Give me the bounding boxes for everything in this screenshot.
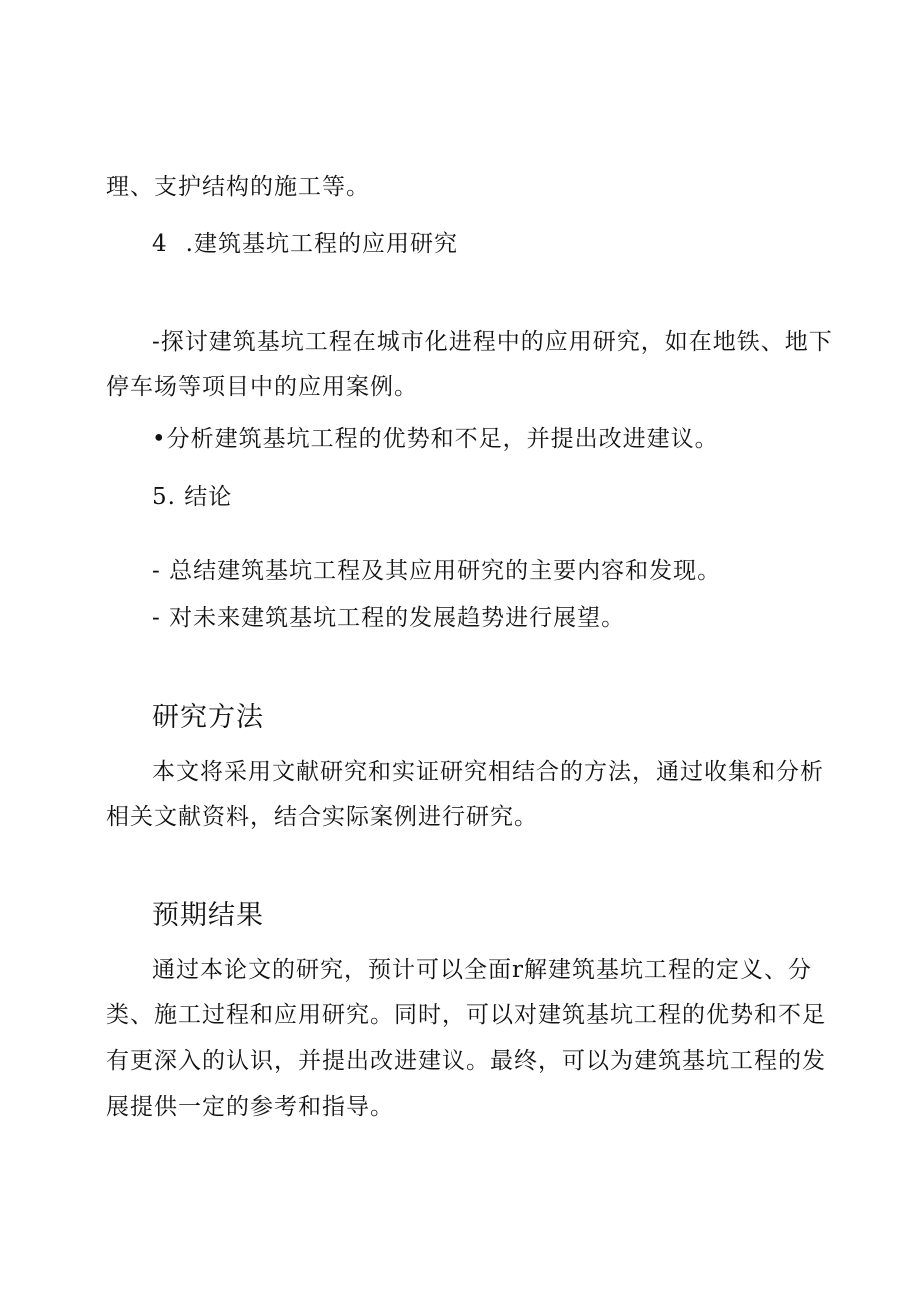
section-4-heading — [152, 229, 458, 259]
results-line-2: 类、施工过程和应用研究。同时，可以对建筑基坑工程的优势和不足 — [106, 1002, 826, 1028]
continuation-text: 理、支护结构的施工等。 — [106, 174, 370, 200]
section-5-bullet-1: - 总结建筑基坑工程及其应用研究的主要内容和发现。 — [152, 558, 722, 584]
section-4-bullet-2: •分析建筑基坑工程的优势和不足，并提出改进建议。 — [152, 426, 719, 452]
section-5-bullet-2: - 对未来建筑基坑工程的发展趋势进行展望。 — [152, 605, 626, 631]
section-4-bullet-1-line-2: 停车场等项目中的应用案例。 — [106, 374, 418, 400]
section-4-title: .建筑基坑工程的应用研究 — [185, 231, 458, 257]
section-5-heading: 5. 结论 — [152, 484, 233, 510]
results-line-3: 有更深入的认识，并提出改进建议。最终，可以为建筑基坑工程的发 — [106, 1048, 826, 1074]
section-4-bullet-1-line-1: -探讨建筑基坑工程在城市化进程中的应用研究，如在地铁、地下 — [152, 329, 833, 355]
section-4-number: 4 — [152, 231, 168, 257]
methods-line-2: 相关文献资料，结合实际案例进行研究。 — [106, 804, 538, 830]
results-heading: 预期结果 — [152, 900, 264, 931]
results-line-4: 展提供一定的参考和指导。 — [106, 1094, 394, 1120]
methods-heading: 研究方法 — [152, 702, 264, 733]
results-line-1: 通过本论文的研究，预计可以全面r解建筑基坑工程的定义、分 — [152, 957, 812, 983]
methods-line-1: 本文将采用文献研究和实证研究相结合的方法，通过收集和分析 — [152, 759, 824, 785]
